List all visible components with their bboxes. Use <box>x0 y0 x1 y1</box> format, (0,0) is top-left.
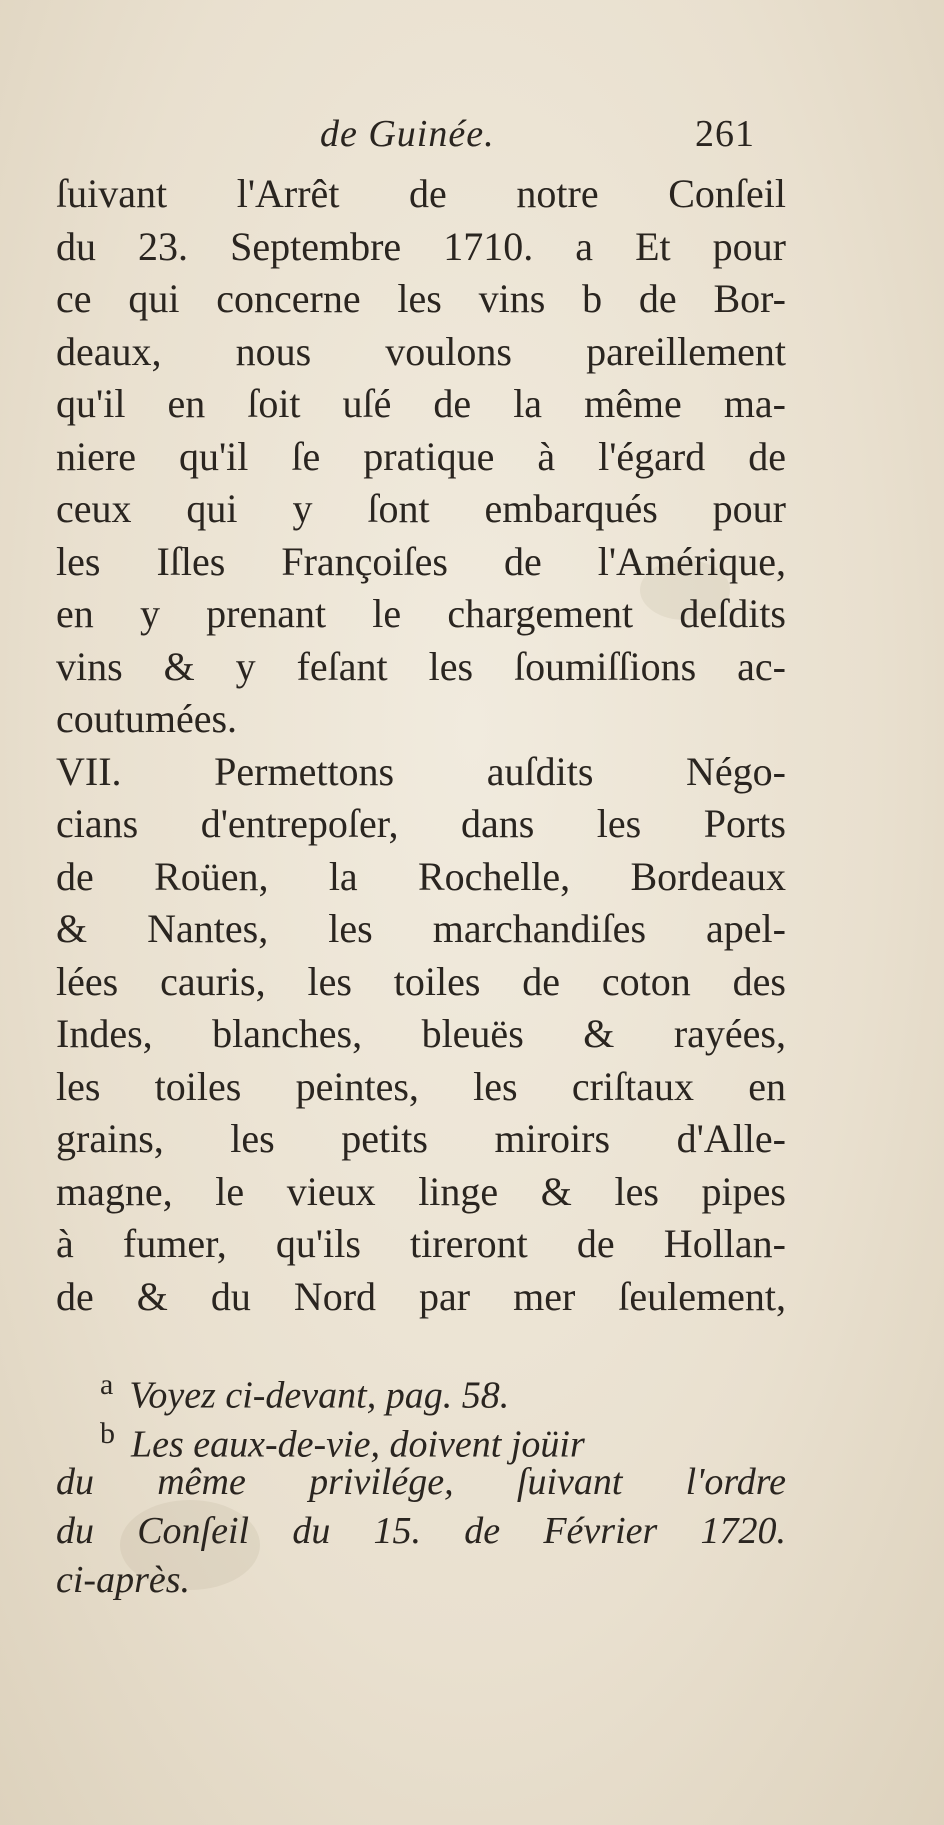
text-line: les Iſles Françoiſes de l'Amérique, <box>56 538 786 584</box>
footnote-continuation <box>56 1458 786 1507</box>
text-line: ce qui concerne les vins b de Bor- <box>56 276 786 321</box>
text-line: grains, les petits miroirs d'Alle- <box>56 1116 786 1161</box>
footnote-marker: a <box>100 1368 114 1401</box>
text-line: coutumées. <box>56 696 238 741</box>
footnote-continuation <box>56 1507 786 1556</box>
text-line: en y prenant le chargement deſdits <box>56 591 786 636</box>
text-line: niere qu'il ſe pratique à l'égard de <box>56 433 786 479</box>
text-line: Indes, blanches, bleuës & rayées, <box>56 1011 786 1056</box>
text-line: ſuivant l'Arrêt de notre Conſeil <box>56 171 786 216</box>
footnote-continuation <box>56 1556 786 1605</box>
text-line: les toiles peintes, les criſtaux en <box>56 1063 786 1109</box>
footnotes <box>56 1360 786 1605</box>
footnote-marker: b <box>100 1417 115 1450</box>
text-line: de Roüen, la Rochelle, Bordeaux <box>56 853 786 899</box>
footnote-text: Les eaux-de-vie, doivent joüir <box>131 1423 585 1466</box>
page-number: 261 <box>695 113 755 155</box>
footnote-b <box>56 1409 786 1466</box>
text-line: ceux qui y ſont embarqués pour <box>56 486 786 531</box>
text-line: qu'il en ſoit uſé de la même ma- <box>56 381 786 426</box>
footnote-text: du Conſeil du 15. de Février 1720. <box>56 1510 786 1552</box>
running-title: de Guinée. <box>320 113 495 155</box>
text-line: VII. Permettons auſdits Négo- <box>56 748 786 794</box>
body-text <box>56 168 786 1323</box>
text-line: à fumer, qu'ils tireront de Hollan- <box>56 1221 786 1266</box>
text-line: vins & y feſant les ſoumiſſions ac- <box>56 643 786 689</box>
footnote-text: du même privilége, ſuivant l'ordre <box>56 1461 786 1503</box>
text-line: lées cauris, les toiles de coton des <box>56 958 786 1004</box>
text-line: du 23. Septembre 1710. a Et pour <box>56 223 786 269</box>
text-line: & Nantes, les marchandiſes apel- <box>56 906 786 951</box>
text-line: deaux, nous voulons pareillement <box>56 328 786 374</box>
text-line: cians d'entrepoſer, dans les Ports <box>56 801 786 846</box>
footnote-a <box>56 1360 786 1417</box>
text-line: de & du Nord par mer ſeulement, <box>56 1273 786 1319</box>
footnote-text: ci-après. <box>56 1559 191 1601</box>
footnote-text: Voyez ci-devant, pag. 58. <box>129 1374 510 1417</box>
page-header <box>0 112 944 162</box>
text-line: magne, le vieux linge & les pipes <box>56 1168 786 1214</box>
